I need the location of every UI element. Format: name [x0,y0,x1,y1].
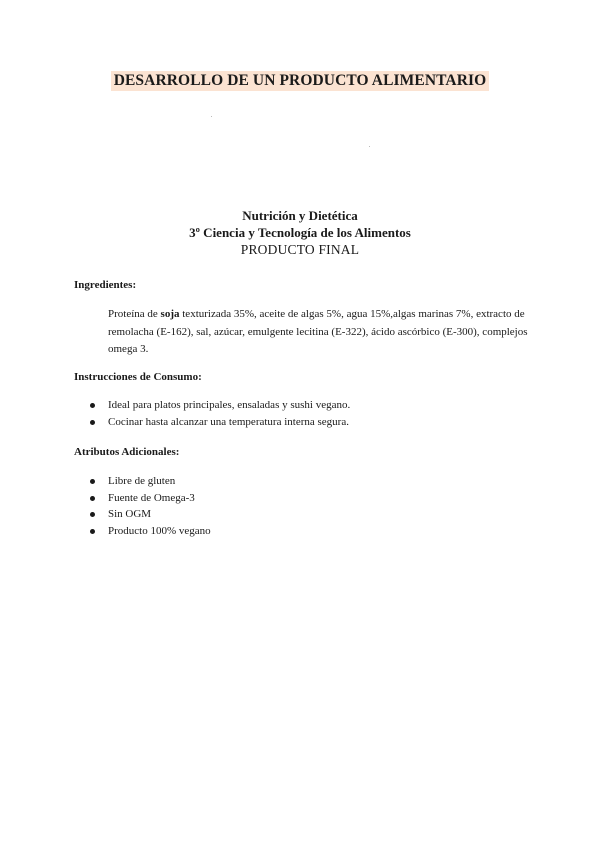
bullet-icon [90,403,95,408]
subtitle-line: PRODUCTO FINAL [240,242,360,257]
list-item-text: Cocinar hasta alcanzar una temperatura interna segura. [108,415,349,428]
list-item-text: Fuente de Omega-3 [108,491,195,504]
list-item-text: Producto 100% vegano [108,524,211,537]
bullet-icon [90,512,95,517]
attributes-heading: Atributos Adicionales: [74,446,180,458]
list-item [74,473,211,490]
list-item [74,414,350,431]
bullet-icon [90,529,95,534]
document-title-text: DESARROLLO DE UN PRODUCTO ALIMENTARIO [111,71,490,91]
scan-speck [211,116,212,117]
attributes-list [74,473,211,539]
instructions-heading: Instrucciones de Consumo: [74,371,202,383]
ingredients-text-start: Proteína de [108,308,161,320]
list-item [74,523,211,540]
ingredients-paragraph [108,306,528,359]
course-line: 3º Ciencia y Tecnología de los Alimentos [189,225,411,240]
ingredients-text-rest: texturizada 35%, aceite de algas 5%, agua 15%,algas marinas 7%, extracto de remolacha (E-162), sal, azúcar, emulgente lecitina (E-322), ácido ascórbico (E-300), complejos omega 3. [108,308,528,355]
list-item-text: Libre de gluten [108,475,176,487]
instructions-list [74,397,350,430]
bullet-icon [90,496,95,501]
ingredients-heading: Ingredientes: [74,279,137,291]
course-header [0,207,600,258]
list-item [74,490,211,507]
bullet-icon [90,420,95,425]
scan-speck [369,146,370,147]
list-item-text: Sin OGM [108,508,152,520]
document-title [0,72,600,90]
bullet-icon [90,479,95,484]
list-item [74,506,211,523]
list-item [74,397,350,414]
ingredients-bold-word: soja [160,308,180,320]
subject-line: Nutrición y Dietética [242,208,358,223]
list-item-text: Ideal para platos principales, ensaladas y sushi vegano. [108,399,351,411]
